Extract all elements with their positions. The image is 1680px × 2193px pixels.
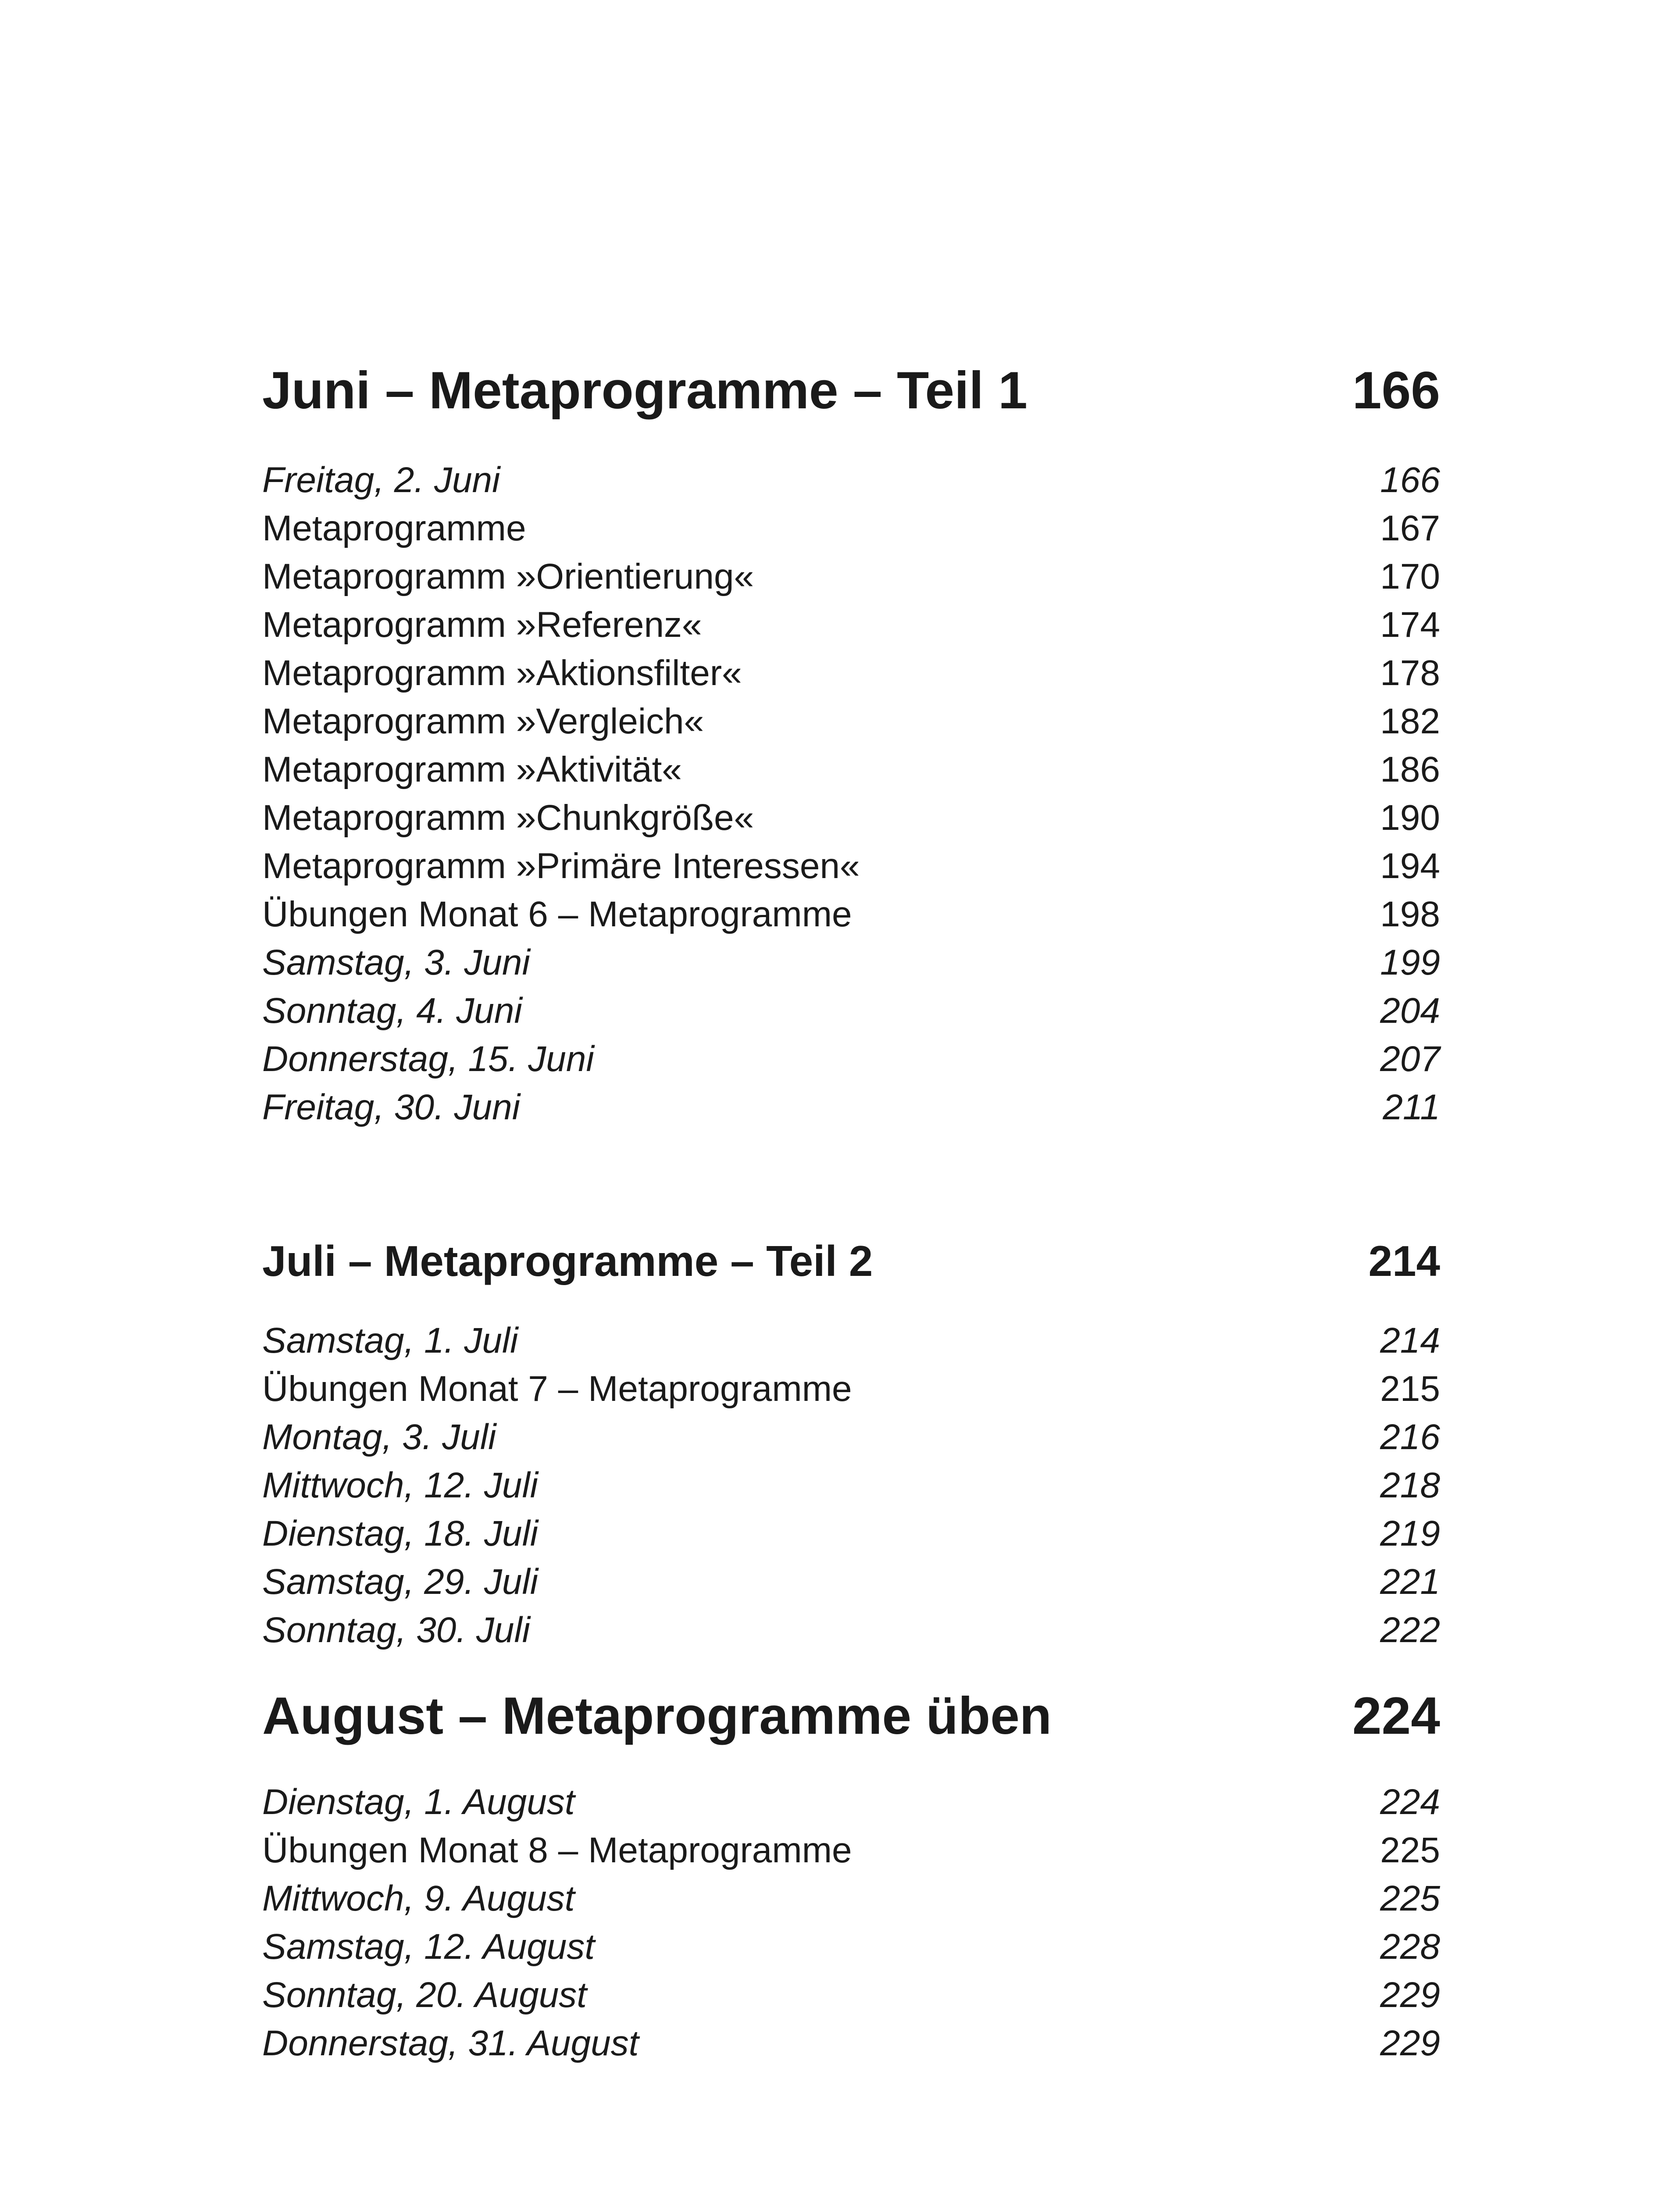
toc-entry	[262, 1971, 1440, 2019]
toc-entry	[262, 746, 1440, 794]
toc-entry	[262, 1558, 1440, 1606]
toc-section-juni	[262, 351, 1440, 1132]
toc-entry	[262, 1413, 1440, 1461]
toc-entry	[262, 890, 1440, 939]
entry-page: 214	[1380, 1321, 1440, 1361]
toc-entry	[262, 697, 1440, 746]
entry-label: Dienstag, 1. August	[262, 1782, 575, 1822]
entry-label: Samstag, 1. Juli	[262, 1321, 518, 1361]
toc-entry	[262, 1923, 1440, 1971]
section-title: Juni – Metaprogramme – Teil 1	[262, 361, 1027, 420]
section-title: August – Metaprogramme üben	[262, 1686, 1052, 1745]
entry-list	[262, 1317, 1440, 1654]
toc-entry	[262, 504, 1440, 553]
entry-page: 222	[1380, 1610, 1440, 1650]
toc-entry	[262, 939, 1440, 987]
entry-label: Dienstag, 18. Juli	[262, 1514, 539, 1554]
entry-page: 211	[1383, 1087, 1440, 1127]
section-heading	[262, 1228, 1440, 1294]
toc-entry	[262, 1365, 1440, 1413]
entry-page: 218	[1380, 1465, 1440, 1505]
entry-page: 166	[1380, 460, 1440, 500]
toc-entry	[262, 1606, 1440, 1654]
entry-label: Metaprogramm »Referenz«	[262, 605, 702, 645]
entry-label: Übungen Monat 7 – Metaprogramme	[262, 1369, 852, 1409]
entry-label: Samstag, 29. Juli	[262, 1562, 538, 1602]
toc-entry	[262, 1083, 1440, 1132]
entry-label: Metaprogramm »Vergleich«	[262, 701, 704, 741]
entry-label: Metaprogramm »Primäre Interessen«	[262, 846, 860, 886]
section-heading	[262, 1676, 1440, 1755]
entry-page: 190	[1380, 798, 1440, 838]
entry-label: Sonntag, 30. Juli	[262, 1610, 530, 1650]
section-page: 214	[1368, 1237, 1440, 1285]
toc-entry	[262, 1035, 1440, 1083]
entry-page: 198	[1380, 894, 1440, 934]
entry-label: Metaprogramme	[262, 508, 526, 548]
entry-label: Donnerstag, 15. Juni	[262, 1039, 594, 1079]
entry-page: 194	[1380, 846, 1440, 886]
entry-page: 170	[1380, 557, 1440, 596]
toc-entry	[262, 1778, 1440, 1826]
entry-page: 221	[1380, 1562, 1440, 1602]
entry-page: 167	[1380, 508, 1440, 548]
entry-label: Metaprogramm »Orientierung«	[262, 557, 754, 596]
toc-entry	[262, 456, 1440, 504]
entry-label: Sonntag, 20. August	[262, 1975, 587, 2015]
entry-label: Donnerstag, 31. August	[262, 2023, 639, 2063]
entry-label: Mittwoch, 9. August	[262, 1879, 575, 1918]
entry-label: Freitag, 2. Juni	[262, 460, 500, 500]
toc-entry	[262, 2019, 1440, 2068]
section-page: 166	[1352, 361, 1440, 420]
entry-label: Freitag, 30. Juni	[262, 1087, 520, 1127]
entry-page: 182	[1380, 701, 1440, 741]
entry-page: 229	[1380, 1975, 1440, 2015]
entry-label: Übungen Monat 6 – Metaprogramme	[262, 894, 852, 934]
entry-label: Übungen Monat 8 – Metaprogramme	[262, 1830, 852, 1870]
entry-page: 204	[1380, 991, 1440, 1031]
entry-label: Metaprogramm »Chunkgröße«	[262, 798, 754, 838]
toc-entry	[262, 1510, 1440, 1558]
entry-label: Mittwoch, 12. Juli	[262, 1465, 538, 1505]
toc-entry	[262, 553, 1440, 601]
entry-page: 225	[1380, 1830, 1440, 1870]
entry-label: Metaprogramm »Aktionsfilter«	[262, 653, 742, 693]
toc-section-juli	[262, 1228, 1440, 1654]
toc-entry	[262, 1317, 1440, 1365]
entry-page: 229	[1380, 2023, 1440, 2063]
entry-page: 224	[1380, 1782, 1440, 1822]
entry-list	[262, 456, 1440, 1132]
entry-label: Samstag, 3. Juni	[262, 943, 530, 982]
toc-entry	[262, 649, 1440, 697]
entry-page: 174	[1380, 605, 1440, 645]
toc-entry	[262, 1875, 1440, 1923]
toc-entry	[262, 987, 1440, 1035]
toc-entry	[262, 601, 1440, 649]
table-of-contents	[262, 351, 1440, 2068]
entry-page: 199	[1380, 943, 1440, 982]
toc-entry	[262, 1826, 1440, 1875]
entry-label: Metaprogramm »Aktivität«	[262, 750, 682, 789]
section-page: 224	[1352, 1686, 1440, 1745]
entry-page: 219	[1380, 1514, 1440, 1554]
entry-page: 228	[1380, 1927, 1440, 1967]
entry-page: 225	[1380, 1879, 1440, 1918]
toc-section-august	[262, 1676, 1440, 2068]
entry-label: Samstag, 12. August	[262, 1927, 595, 1967]
entry-page: 186	[1380, 750, 1440, 789]
entry-page: 215	[1380, 1369, 1440, 1409]
entry-page: 216	[1380, 1417, 1440, 1457]
toc-entry	[262, 794, 1440, 842]
entry-page: 178	[1380, 653, 1440, 693]
section-title: Juli – Metaprogramme – Teil 2	[262, 1237, 873, 1285]
entry-page: 207	[1380, 1039, 1440, 1079]
section-heading	[262, 351, 1440, 430]
entry-label: Sonntag, 4. Juni	[262, 991, 522, 1031]
toc-entry	[262, 1461, 1440, 1510]
toc-entry	[262, 842, 1440, 890]
entry-label: Montag, 3. Juli	[262, 1417, 496, 1457]
entry-list	[262, 1778, 1440, 2068]
